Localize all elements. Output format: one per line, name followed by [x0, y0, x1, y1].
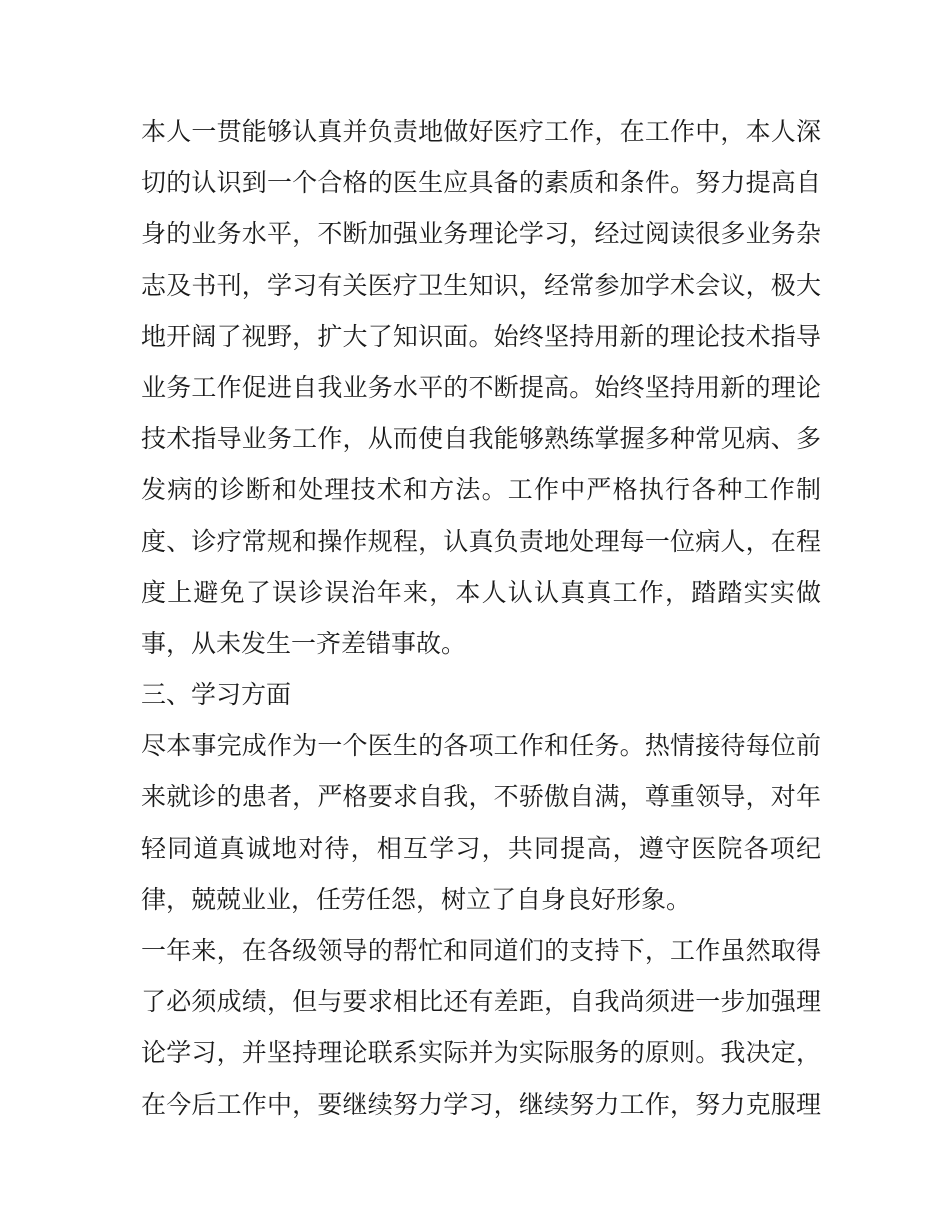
text-line: 事，从未发生一齐差错事故。 [141, 628, 467, 658]
document-body [141, 106, 821, 1130]
text-line: 业务工作促进自我业务水平的不断提高。始终坚持用新的理论 [141, 372, 821, 402]
text-line: 来就诊的患者，严格要求自我，不骄傲自满，尊重领导，对年 [141, 782, 821, 812]
text-line: 尽本事完成作为一个医生的各项工作和任务。热情接待每位前 [141, 731, 821, 761]
text-line: 本人一贯能够认真并负责地做好医疗工作，在工作中，本人深 [141, 117, 821, 146]
text-line: 身的业务水平，不断加强业务理论学习，经过阅读很多业务杂 [141, 219, 821, 249]
text-line: 切的认识到一个合格的医生应具备的素质和条件。努力提高自 [141, 168, 821, 198]
text-line: 度上避免了误诊误治年来，本人认认真真工作，踏踏实实做 [141, 577, 821, 607]
text-line: 在今后工作中，要继续努力学习，继续努力工作，努力克服理 [141, 1089, 821, 1119]
text-line: 志及书刊，学习有关医疗卫生知识，经常参加学术会议，极大 [141, 270, 821, 300]
text-line: 度、诊疗常规和操作规程，认真负责地处理每一位病人，在程 [141, 526, 821, 556]
text-line: 轻同道真诚地对待，相互学习，共同提高，遵守医院各项纪 [141, 833, 821, 863]
text-line: 发病的诊断和处理技术和方法。工作中严格执行各种工作制 [141, 475, 821, 505]
section-heading: 三、学习方面 [141, 680, 292, 710]
text-line: 论学习，并坚持理论联系实际并为实际服务的原则。我决定， [141, 1038, 821, 1068]
text-line: 地开阔了视野，扩大了知识面。始终坚持用新的理论技术指导 [141, 321, 821, 351]
text-line: 技术指导业务工作，从而使自我能够熟练掌握多种常见病、多 [141, 424, 821, 454]
text-line: 了必须成绩，但与要求相比还有差距，自我尚须进一步加强理 [141, 987, 821, 1017]
text-line: 律，兢兢业业，任劳任怨，树立了自身良好形象。 [141, 884, 692, 914]
text-line: 一年来，在各级领导的帮忙和同道们的支持下，工作虽然取得 [141, 936, 821, 965]
